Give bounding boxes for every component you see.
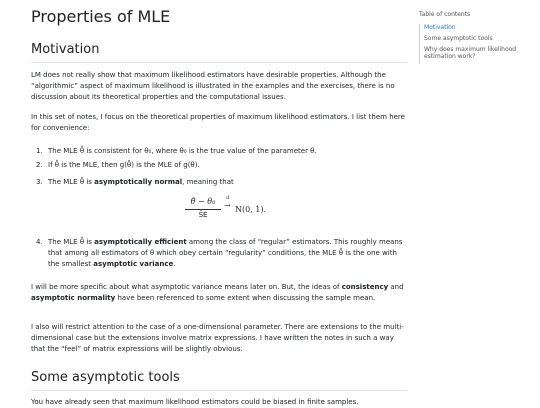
paragraph-text: I will be more specific about what asymptotic variance means later on. But, the ideas of bbox=[31, 283, 342, 291]
paragraph: You have already seen that maximum likelihood estimators could be biased in finite samples. bbox=[31, 398, 359, 406]
paragraph: I also will restrict attention to the case of a one-dimensional parameter. There are extensions to the multi-dimensional case but the extensions involve matrix expressions. I have written the notes in such a way that the “feel” of matrix expressions will be slightly obvious. bbox=[31, 323, 404, 353]
list-number: 1. bbox=[36, 147, 43, 155]
equation-asymptotic-normality bbox=[185, 197, 275, 225]
section-heading-motivation: Motivation bbox=[31, 42, 100, 57]
toc-item-motivation[interactable]: Motivation bbox=[424, 24, 456, 31]
list-text: The MLE θ̂ is bbox=[48, 178, 95, 186]
paragraph-text: have been referenced to some extent when discussing the sample mean. bbox=[115, 293, 376, 302]
list-text: If θ̂ is the MLE, then g(θ̂) is the MLE of g(θ). bbox=[48, 161, 200, 169]
toc-title: Table of contents bbox=[419, 11, 471, 18]
equation-fraction bbox=[185, 197, 221, 220]
toc-list bbox=[419, 24, 532, 64]
equation-rhs: N(0, 1). bbox=[235, 205, 267, 214]
list-item bbox=[36, 146, 404, 157]
page-title: Properties of MLE bbox=[31, 7, 171, 26]
emphasis: asymptotic variance bbox=[93, 259, 174, 268]
list-text: among the class of “regular” estimators. This roughly means that among all estimators of θ which obey certain “regularity” conditions, the MLE θ̂ is the one with the smallest bbox=[48, 238, 403, 268]
paragraph: In this set of notes, I focus on the theoretical properties of maximum likelihood estimators. I list them here for convenience: bbox=[31, 113, 405, 132]
section-divider bbox=[31, 390, 407, 391]
list-text: . bbox=[173, 259, 176, 268]
list-item bbox=[36, 237, 404, 269]
section-heading-tools: Some asymptotic tools bbox=[31, 370, 180, 385]
list-number: 3. bbox=[36, 178, 43, 186]
list-number: 4. bbox=[36, 238, 43, 246]
equation-denominator: ŜE bbox=[198, 211, 208, 219]
paragraph-text: and bbox=[388, 283, 404, 291]
arrow-label: d bbox=[226, 195, 230, 201]
paragraph: LM does not really show that maximum likelihood estimators have desirable properties. Although the “algorithmic” aspect of maximum likelihood is illustrated in the examples and the exercises, there is no discussion about its theoretical properties and the computational issues. bbox=[31, 71, 395, 101]
emphasis: asymptotic normality bbox=[31, 293, 116, 302]
toc-item-asymptotic-tools[interactable]: Some asymptotic tools bbox=[424, 34, 493, 42]
toc-item-why-mle-works[interactable]: Why does maximum likelihood estimation work? bbox=[424, 45, 517, 61]
emphasis: consistency bbox=[341, 283, 389, 291]
list-text: , meaning that bbox=[182, 178, 234, 186]
list-text: The MLE θ̂ is consistent for θ₀, where θ₀ is the true value of the parameter θ. bbox=[48, 147, 317, 155]
arrow-symbol: → bbox=[224, 201, 231, 210]
list-text: The MLE θ̂ is bbox=[48, 238, 95, 246]
fraction-bar bbox=[185, 209, 221, 210]
list-number: 2. bbox=[36, 161, 43, 169]
emphasis: asymptotically efficient bbox=[94, 238, 187, 246]
paragraph bbox=[31, 282, 407, 304]
emphasis: asymptotically normal bbox=[94, 178, 183, 186]
list-item bbox=[36, 160, 404, 171]
convergence-arrow bbox=[224, 195, 231, 210]
equation-numerator: θ̂ − θ₀ bbox=[190, 197, 216, 206]
section-divider bbox=[31, 62, 407, 63]
list-item bbox=[36, 177, 404, 188]
